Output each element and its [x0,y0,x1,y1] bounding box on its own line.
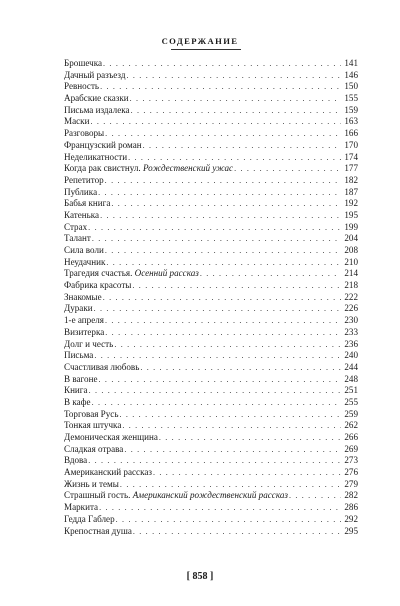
dot-leader [111,198,341,210]
toc-entry-page: 170 [344,139,358,150]
dot-leader [120,479,341,491]
toc-entry-title [64,514,115,526]
toc-entry-page: 276 [344,467,358,478]
toc-entry-page: 226 [344,303,358,314]
toc-entry-title [64,409,118,421]
toc-entry [64,397,358,409]
toc-entry-title [64,397,91,409]
toc-entry-page: 286 [344,502,358,513]
toc-entry [64,245,358,257]
toc-entry-title [64,245,104,257]
toc-entry-page: 240 [344,350,358,361]
toc-entry [64,128,358,140]
dot-leader [100,81,341,93]
dot-leader [116,514,341,526]
dot-leader [124,444,341,456]
toc-entry-page: 150 [344,81,358,92]
toc-entry-subtitle: Осенний рассказ [134,268,199,279]
toc-entry-title [64,210,99,222]
toc-entry-title [64,444,123,456]
toc-entry-page: 210 [344,256,358,267]
toc-entry-title [64,198,110,210]
dot-leader [131,105,341,117]
toc-entry-title-text: Ревность [64,81,100,92]
toc-entry [64,444,358,456]
toc-entry-page: 141 [344,58,358,68]
toc-entry-page: 251 [344,385,358,396]
toc-entry-title-text: Жизнь и темы [64,478,119,489]
toc-entry-title-text: Маски [64,116,90,127]
toc-entry-title [64,420,121,432]
toc-entry-subtitle: Рождественский ужас [142,163,234,174]
toc-entry [64,490,358,502]
toc-entry [64,362,358,374]
toc-entry [64,315,358,327]
toc-entry-title-text: 1-е апреля [64,315,104,326]
toc-entry-title-text: Трагедия счастья. [64,268,135,279]
dot-leader [99,502,341,514]
toc-entry-title [64,432,158,444]
toc-entry-title-text: Письма [64,350,94,361]
toc-entry-title-text: Сладкая отрава [64,443,124,454]
toc-entry [64,303,358,315]
toc-entry-title [64,222,87,234]
dot-leader [106,257,341,269]
dot-leader [128,152,341,164]
toc-entry [64,385,358,397]
toc-entry-page: 199 [344,221,358,232]
toc-entry-title-text: Французский роман [64,139,142,150]
toc-entry [64,420,358,432]
toc-entry-title-text: Книга [64,385,88,396]
toc-entry-title-text: Неудачник [64,256,106,267]
toc-entry-page: 233 [344,326,358,337]
toc-entry-title-text: Публика [64,186,98,197]
toc-entry [64,187,358,199]
dot-leader [133,526,341,538]
toc-entry-title-text: Арабские сказки [64,93,129,104]
toc-entry-page: 177 [344,163,358,174]
toc-entry-page: 266 [344,432,358,442]
dot-leader [94,350,341,362]
page-title: СОДЕРЖАНИЕ [161,36,239,46]
toc-entry-title-text: Страх [64,221,88,232]
toc-entry [64,70,358,82]
toc-entry-page: 155 [344,93,358,104]
toc-entry-title [64,187,97,199]
dot-leader [143,140,341,152]
toc-entry-title [64,175,104,187]
toc-entry [64,502,358,514]
toc-entry-title-text: Письма издалека [64,104,130,115]
toc-entry-title-text: Дачный разъезд [64,69,126,80]
toc-entry [64,432,358,444]
toc-entry-title [64,526,132,538]
toc-entry-title [64,490,288,502]
toc-entry-title-text: Вдова [64,455,88,466]
toc-entry-title-text: Когда рак свистнул. [64,163,143,174]
toc-entry-page: 187 [344,186,358,197]
dot-leader [105,175,341,187]
dot-leader [127,70,342,82]
toc-entry-title-text: Маркита [64,502,99,513]
toc-entry-title [64,479,119,491]
toc-entry-page: 295 [344,525,358,536]
toc-entry [64,409,358,421]
toc-entry-title [64,152,127,164]
toc-entry [64,140,358,152]
toc-entry [64,58,358,70]
toc-entry-page: 222 [344,291,358,302]
toc-entry [64,105,358,117]
toc-entry-title [64,315,104,327]
dot-leader [103,58,341,70]
toc-entry-title-text: Неделикатности [64,151,128,162]
toc-entry-title [64,268,199,280]
dot-leader [92,233,341,245]
toc-entry-title [64,116,89,128]
toc-entry-title-text: Страшный гость. [64,490,133,501]
toc-entry-title-text: Долг и честь [64,338,114,349]
toc-entry-title-text: Дураки [64,303,93,314]
dot-leader [99,374,341,386]
toc-entry-title [64,93,129,105]
toc-entry-page: 292 [344,513,358,524]
dot-leader [114,339,341,351]
table-of-contents [64,58,358,537]
toc-entry-title [64,233,91,245]
toc-entry-title [64,140,142,152]
dot-leader [105,315,341,327]
toc-entry [64,198,358,210]
toc-entry-page: 259 [344,408,358,419]
dot-leader [90,116,341,128]
toc-entry-title-text: Катенька [64,209,100,220]
toc-entry-subtitle: Американский рождественский рассказ [132,490,288,501]
toc-entry-title [64,58,102,70]
toc-entry-title-text: Репетитор [64,174,104,185]
dot-leader [88,455,341,467]
toc-entry-page: 262 [344,420,358,431]
dot-leader [103,292,341,304]
toc-entry-page: 192 [344,198,358,209]
toc-entry-title [64,350,93,362]
toc-entry [64,526,358,538]
toc-entry-title [64,105,130,117]
toc-entry-page: 230 [344,315,358,326]
toc-entry-title-text: Фабрика красоты [64,280,132,291]
toc-entry-title-text: Талант [64,233,91,244]
toc-entry-page: 182 [344,174,358,185]
toc-entry-title [64,327,104,339]
toc-entry-page: 218 [344,280,358,291]
toc-entry [64,210,358,222]
toc-entry-title-text: Сила воли [64,245,104,255]
toc-entry-title-text: Счастливая любовь [64,361,140,372]
toc-entry [64,350,358,362]
toc-entry [64,280,358,292]
toc-entry-title [64,70,126,82]
dot-leader [200,268,341,280]
dot-leader [88,222,341,234]
toc-entry-page: 248 [344,373,358,384]
toc-entry-title-text: Тонкая штучка [64,420,122,431]
toc-entry-title-text: Демоническая женщина [64,432,158,442]
dot-leader [132,280,341,292]
dot-leader [234,163,341,175]
toc-entry-title-text: Гедда Габлер [64,513,115,524]
toc-entry [64,455,358,467]
toc-entry-page: 174 [344,151,358,162]
dot-leader [159,432,341,444]
toc-entry-page: 214 [344,268,358,279]
toc-entry [64,93,358,105]
toc-entry [64,257,358,269]
dot-leader [105,245,341,257]
toc-entry-page: 279 [344,478,358,489]
dot-leader [94,303,341,315]
toc-entry-page: 166 [344,128,358,139]
toc-entry [64,233,358,245]
toc-entry [64,467,358,479]
toc-entry-title [64,303,93,315]
toc-entry-page: 159 [344,104,358,115]
dot-leader [100,210,341,222]
toc-entry-page: 204 [344,233,358,244]
toc-entry [64,339,358,351]
toc-entry-page: 273 [344,455,358,466]
toc-entry-title-text: Разговоры [64,128,105,139]
toc-entry [64,175,358,187]
toc-entry [64,374,358,386]
toc-entry [64,116,358,128]
toc-entry-title-text: Торговая Русь [64,408,119,419]
toc-entry-title-text: Бабья книга [64,198,111,209]
toc-entry-title [64,502,98,514]
toc-entry [64,152,358,164]
toc-entry [64,514,358,526]
toc-entry-title-text: В кафе [64,396,91,407]
toc-entry-title-text: В вагоне [64,373,98,384]
toc-entry [64,327,358,339]
toc-entry-title-text: Знакомые [64,291,102,302]
dot-leader [105,327,341,339]
toc-entry-title [64,280,131,292]
toc-entry-title [64,128,104,140]
toc-entry [64,222,358,234]
toc-entry [64,163,358,175]
dot-leader [98,187,341,199]
dot-leader [89,385,341,397]
dot-leader [140,362,341,374]
toc-entry-title [64,374,98,386]
toc-entry-title [64,467,152,479]
toc-entry-title [64,81,99,93]
dot-leader [105,128,341,140]
dot-leader [153,467,341,479]
title-underline [171,49,241,50]
toc-entry [64,292,358,304]
toc-entry-page: 236 [344,338,358,349]
toc-entry-page: 208 [344,245,358,255]
dot-leader [130,93,341,105]
dot-leader [92,397,341,409]
toc-entry-page: 195 [344,209,358,220]
toc-entry [64,81,358,93]
toc-entry-page: 163 [344,116,358,127]
toc-entry-title [64,362,139,374]
toc-entry-title [64,339,113,351]
toc-entry-title-text: Брошечка [64,58,103,68]
toc-entry-title-text: Американский рассказ [64,467,152,478]
toc-entry-title [64,455,87,467]
toc-entry-title-text: Визитерка [64,326,105,337]
toc-entry-title [64,163,233,175]
page-number: [ 858 ] [186,571,214,582]
toc-entry-page: 146 [344,69,358,80]
dot-leader [119,409,341,421]
dot-leader [289,490,341,502]
toc-entry-page: 244 [344,361,358,372]
toc-entry-title-text: Крепостная душа [64,525,132,536]
toc-entry-title [64,257,105,269]
toc-entry-title [64,292,102,304]
toc-entry-title [64,385,88,397]
toc-entry [64,479,358,491]
toc-entry-page: 269 [344,443,358,454]
toc-entry-page: 255 [344,396,358,407]
toc-entry [64,268,358,280]
toc-entry-page: 282 [344,490,358,501]
dot-leader [122,420,341,432]
